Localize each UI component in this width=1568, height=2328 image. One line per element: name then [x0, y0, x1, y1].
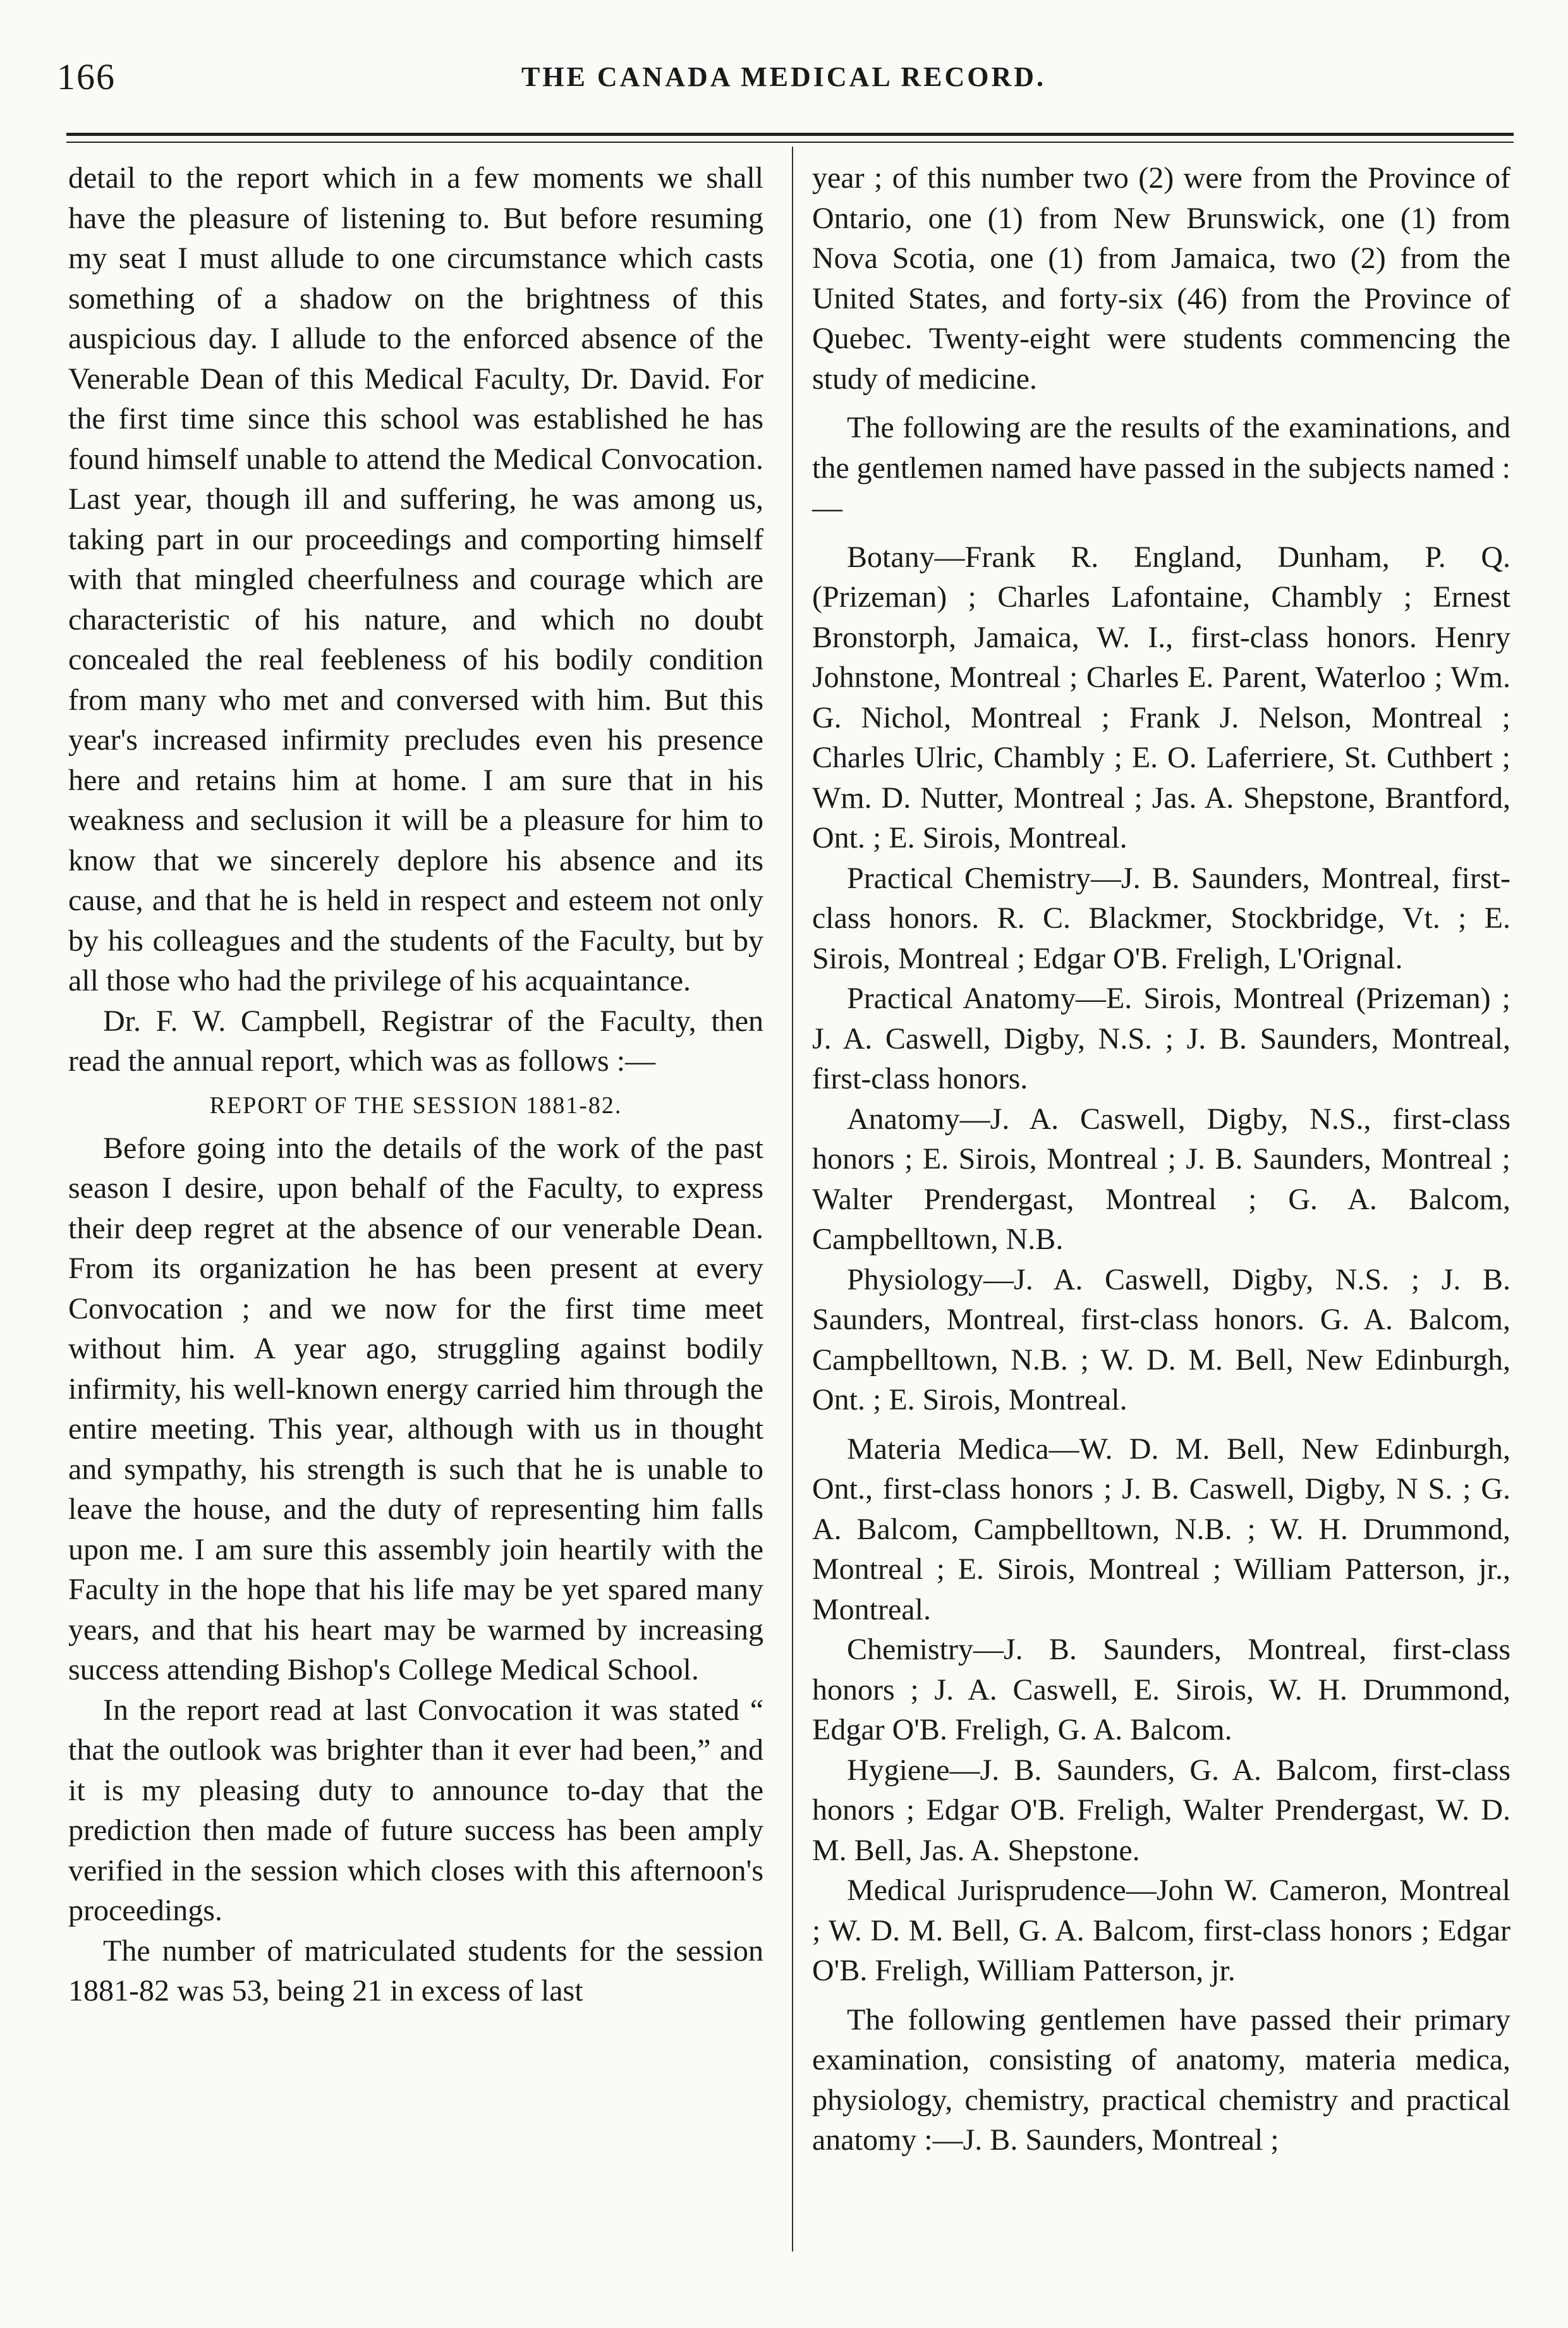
left-paragraph-5: The number of matriculated students for the session 1881-82 was 53, being 21 in excess of last — [68, 1934, 763, 2008]
primary-examination-paragraph: The following gentlemen have passed their primary examination, consisting of anatomy, materia medica, physiology, chemistry, practical chemistry and practical anatomy :—J. B. Saunders, Montreal ; — [812, 2002, 1510, 2157]
result-materia-medica: Materia Medica—W. D. M. Bell, New Edinburgh, Ont., first-class honors ; J. B. Caswell, Digby, N S. ; G. A. Balcom, Campbelltown, N.B. ; W. H. Drummond, Montreal ; E. Sirois, Montreal ; William Patterson, jr., Montreal. — [812, 1432, 1510, 1626]
report-heading: REPORT OF THE SESSION 1881-82. — [209, 1092, 623, 1119]
page-number: 166 — [57, 56, 116, 97]
right-paragraph-1: year ; of this number two (2) were from the Province of Ontario, one (1) from New Brunswick, one (1) from Nova Scotia, one (1) from Jamaica, two (2) from the United States, and forty-six (46) from the Province of Quebec. Twenty-eight were students commencing the study of medicine. — [812, 161, 1510, 396]
right-paragraph-2: The following are the results of the examinations, and the gentlemen named have passed in the subjects named :— — [812, 411, 1510, 525]
left-paragraph-1: detail to the report which in a few moments we shall have the pleasure of listening to. But before resuming my seat I must allude to one circumstance which casts something of a shadow on the brightness of this auspicious day. I allude to the enforced absence of the Venerable Dean of this Medical Faculty, Dr. David. For the first time since this school was established he has found himself unable to attend the Medical Convocation. Last year, though ill and suffering, he was among us, taking part in our proceedings and comporting himself with that mingled cheerfulness and courage which are characteristic of his nature, and which no doubt concealed the real feebleness of his bodily condition from many who met and conversed with him. But this year's increased infirmity precludes even his presence here and retains him at home. I am sure that in his weakness and seclusion it will be a pleasure for him to know that we sincerely deplore his absence and its cause, and that he is held in respect and esteem not only by his colleagues and the students of the Faculty, but by all those who had the privilege of his acquaintance. — [68, 161, 763, 997]
result-anatomy: Anatomy—J. A. Caswell, Digby, N.S., first-class honors ; E. Sirois, Montreal ; J. B. Saunders, Montreal ; Walter Prendergast, Montreal ; G. A. Balcom, Campbelltown, N.B. — [812, 1102, 1510, 1256]
left-paragraph-3: Before going into the details of the work of the past season I desire, upon behalf of the Faculty, to express their deep regret at the absence of our venerable Dean. From its organization he has been present at every Convocation ; and we now for the first time meet without him. A year ago, struggling against bodily infirmity, his well-known energy carried him through the entire meeting. This year, although with us in thought and sympathy, his strength is such that he is unable to leave the house, and the duty of representing him falls upon me. I am sure this assembly join heartily with the Faculty in the hope that his life may be yet spared many years, and that his heart may be warmed by increasing success attending Bishop's College Medical School. — [68, 1131, 763, 1686]
header-rule-thick — [66, 133, 1514, 136]
result-practical-chemistry: Practical Chemistry—J. B. Saunders, Montreal, first-class honors. R. C. Blackmer, Stockbridge, Vt. ; E. Sirois, Montreal ; Edgar O'B. Freligh, L'Orignal. — [812, 861, 1510, 975]
right-column — [812, 158, 1510, 2160]
result-practical-anatomy: Practical Anatomy—E. Sirois, Montreal (Prizeman) ; J. A. Caswell, Digby, N.S. ; J. B. Saunders, Montreal, first-class honors. — [812, 982, 1510, 1095]
header-rule-thin — [66, 142, 1514, 143]
result-medical-jurisprudence: Medical Jurisprudence—John W. Cameron, Montreal ; W. D. M. Bell, G. A. Balcom, first-class honors ; Edgar O'B. Freligh, William Patterson, jr. — [812, 1874, 1510, 1987]
running-title: THE CANADA MEDICAL RECORD. — [521, 61, 1047, 92]
left-paragraph-2: Dr. F. W. Campbell, Registrar of the Faculty, then read the annual report, which was as follows :— — [68, 1004, 763, 1078]
left-paragraph-4: In the report read at last Convocation it was stated “ that the outlook was brighter than it ever had been,” and it is my pleasing duty to announce to-day that the prediction then made of future success has been amply verified in the session which closes with this afternoon's proceedings. — [68, 1693, 763, 1927]
left-column — [68, 158, 763, 2011]
page-header — [57, 56, 1510, 113]
result-chemistry: Chemistry—J. B. Saunders, Montreal, first-class honors ; J. A. Caswell, E. Sirois, W. H. Drummond, Edgar O'B. Freligh, G. A. Balcom. — [812, 1633, 1510, 1746]
result-hygiene: Hygiene—J. B. Saunders, G. A. Balcom, first-class honors ; Edgar O'B. Freligh, Walter Prendergast, W. D. M. Bell, Jas. A. Shepstone. — [812, 1753, 1510, 1867]
column-divider — [792, 147, 793, 2252]
result-botany: Botany—Frank R. England, Dunham, P. Q. (Prizeman) ; Charles Lafontaine, Chambly ; Ernest Bronstorph, Jamaica, W. I., first-class honors. Henry Johnstone, Montreal ; Charles E. Parent, Waterloo ; Wm. G. Nichol, Montreal ; Frank J. Nelson, Montreal ; Charles Ulric, Chambly ; E. O. Laferriere, St. Cuthbert ; Wm. D. Nutter, Montreal ; Jas. A. Shepstone, Brantford, Ont. ; E. Sirois, Montreal. — [812, 540, 1510, 855]
result-physiology: Physiology—J. A. Caswell, Digby, N.S. ; J. B. Saunders, Montreal, first-class honors. G. A. Balcom, Campbelltown, N.B. ; W. D. M. Bell, New Edinburgh, Ont. ; E. Sirois, Montreal. — [812, 1262, 1510, 1417]
